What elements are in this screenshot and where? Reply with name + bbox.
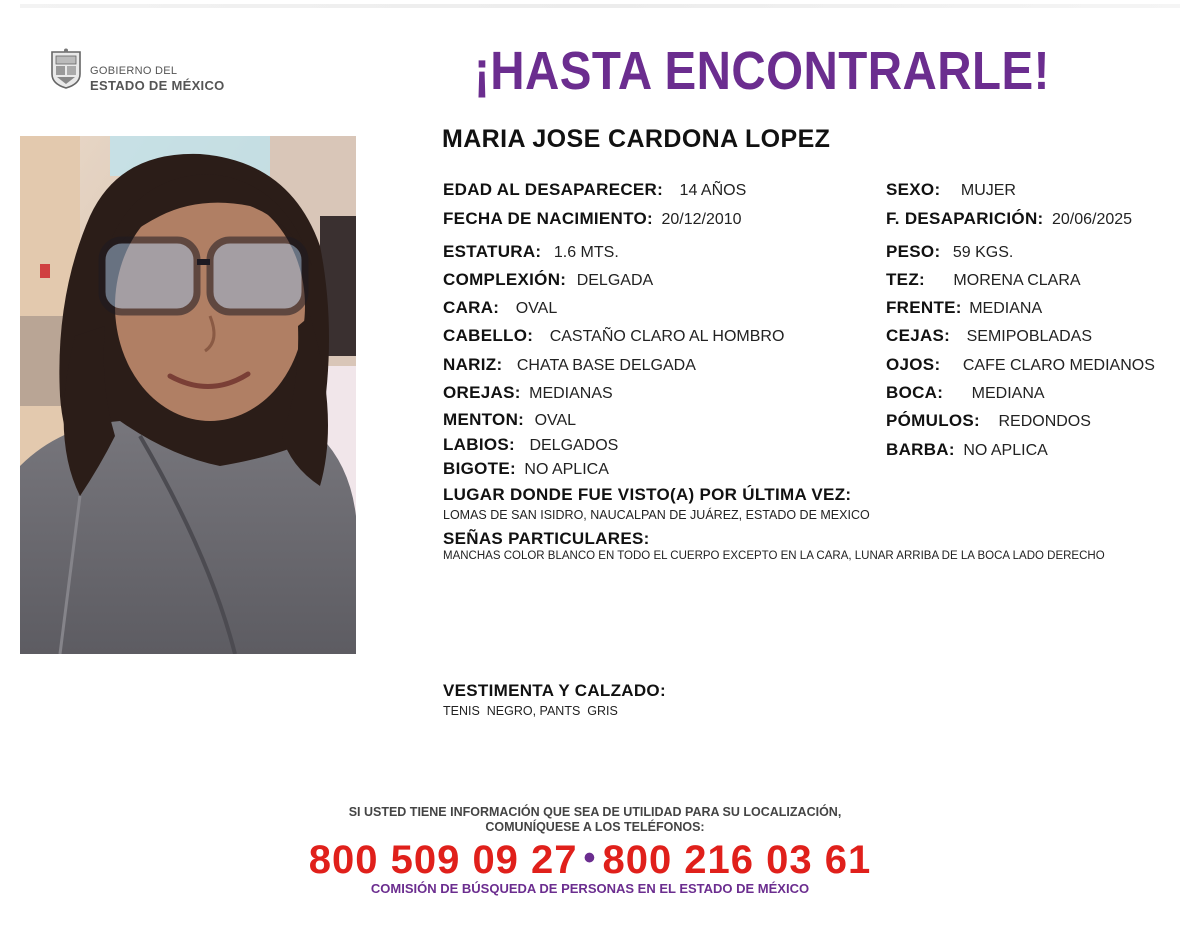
- top-border: [20, 4, 1180, 8]
- field-value: DELGADA: [576, 272, 654, 289]
- field-label: COMPLEXIÓN:: [443, 270, 567, 289]
- field-value: SEMIPOBLADAS: [966, 328, 1092, 345]
- field-value: CHATA BASE DELGADA: [516, 357, 696, 374]
- field-boca: [886, 383, 1045, 403]
- field-tez: [886, 270, 1081, 290]
- marks-description: MANCHAS COLOR BLANCO EN TODO EL CUERPO EXCEPTO EN LA CARA, LUNAR ARRIBA DE LA BOCA LADO DERECHO: [443, 550, 1105, 562]
- field-label: EDAD AL DESAPARECER:: [443, 180, 664, 199]
- state-seal-icon: [48, 48, 84, 90]
- field-value: NO APLICA: [963, 442, 1048, 459]
- field-label: LABIOS:: [443, 435, 515, 454]
- field-value: OVAL: [534, 412, 577, 429]
- field-value: CASTAÑO CLARO AL HOMBRO: [549, 328, 785, 345]
- field-label: CEJAS:: [886, 326, 951, 345]
- field-label: TEZ:: [886, 270, 925, 289]
- field-value: 1.6 MTS.: [553, 244, 619, 261]
- field-barba: [886, 440, 1048, 460]
- separator-dot: •: [583, 839, 597, 877]
- field-labios: [443, 435, 618, 455]
- field-label: CABELLO:: [443, 326, 534, 345]
- field-label: BOCA:: [886, 383, 944, 402]
- field-menton: [443, 410, 576, 430]
- field-value: MEDIANAS: [529, 385, 613, 402]
- field-value: MEDIANA: [969, 300, 1043, 317]
- contact-instructions: [300, 805, 890, 835]
- field-label: CARA:: [443, 298, 500, 317]
- field-orejas: [443, 383, 613, 403]
- field-label: OJOS:: [886, 355, 941, 374]
- government-logo: [48, 48, 248, 94]
- field-nariz: [443, 355, 696, 375]
- field-value: 14 AÑOS: [679, 182, 747, 199]
- last-seen-location: LOMAS DE SAN ISIDRO, NAUCALPAN DE JUÁREZ, ESTADO DE MEXICO: [443, 508, 870, 522]
- field-value: NO APLICA: [524, 461, 609, 478]
- field-cabello: [443, 326, 784, 346]
- field-pomulos: [886, 411, 1091, 431]
- field-peso: [886, 242, 1013, 262]
- field-label: NARIZ:: [443, 355, 503, 374]
- field-value: MORENA CLARA: [953, 272, 1081, 289]
- field-label: SEXO:: [886, 180, 941, 199]
- field-label: BARBA:: [886, 440, 955, 459]
- field-value: MUJER: [960, 182, 1016, 199]
- government-name-line2: ESTADO DE MÉXICO: [90, 78, 225, 93]
- field-label: PÓMULOS:: [886, 411, 981, 430]
- field-value: 20/06/2025: [1051, 211, 1133, 228]
- clothing-title: VESTIMENTA Y CALZADO:: [443, 681, 666, 700]
- field-value: 20/12/2010: [661, 211, 742, 228]
- field-label: FRENTE:: [886, 298, 962, 317]
- field-bigote: [443, 459, 609, 479]
- field-fecha-desaparicion: [886, 209, 1132, 229]
- phone-numbers: [200, 838, 980, 883]
- field-frente: [886, 298, 1042, 318]
- field-label: MENTON:: [443, 410, 525, 429]
- field-value: OVAL: [515, 300, 558, 317]
- contact-instructions-line2: COMUNÍQUESE A LOS TELÉFONOS:: [485, 820, 705, 834]
- field-value: DELGADOS: [529, 437, 619, 454]
- field-sexo: [886, 180, 1016, 200]
- field-edad: [443, 180, 746, 200]
- field-label: OREJAS:: [443, 383, 521, 402]
- person-name: MARIA JOSE CARDONA LOPEZ: [442, 125, 831, 153]
- field-value: MEDIANA: [971, 385, 1045, 402]
- phone-number-1[interactable]: 800 509 09 27: [308, 838, 578, 882]
- contact-instructions-line1: SI USTED TIENE INFORMACIÓN QUE SEA DE UTILIDAD PARA SU LOCALIZACIÓN,: [348, 805, 842, 819]
- missing-person-photo: [20, 136, 356, 654]
- field-value: CAFE CLARO MEDIANOS: [962, 357, 1155, 374]
- government-name-line1: GOBIERNO DEL: [90, 65, 178, 77]
- phone-number-2[interactable]: 800 216 03 61: [602, 838, 872, 882]
- marks-title: SEÑAS PARTICULARES:: [443, 529, 650, 548]
- page-headline: ¡HASTA ENCONTRARLE!: [474, 41, 1050, 101]
- field-value: 59 KGS.: [952, 244, 1014, 261]
- field-estatura: [443, 242, 619, 262]
- field-label: ESTATURA:: [443, 242, 542, 261]
- field-label: F. DESAPARICIÓN:: [886, 209, 1044, 228]
- field-cara: [443, 298, 557, 318]
- field-label: FECHA DE NACIMIENTO:: [443, 209, 653, 228]
- field-label: PESO:: [886, 242, 941, 261]
- last-seen-title: LUGAR DONDE FUE VISTO(A) POR ÚLTIMA VEZ:: [443, 485, 852, 504]
- field-fecha-nacimiento: [443, 209, 742, 229]
- clothing-description: TENIS NEGRO, PANTS GRIS: [443, 704, 618, 718]
- field-ojos: [886, 355, 1155, 375]
- field-cejas: [886, 326, 1092, 346]
- field-value: REDONDOS: [998, 413, 1091, 430]
- field-complexion: [443, 270, 653, 290]
- commission-name: COMISIÓN DE BÚSQUEDA DE PERSONAS EN EL ESTADO DE MÉXICO: [370, 881, 810, 896]
- field-label: BIGOTE:: [443, 459, 516, 478]
